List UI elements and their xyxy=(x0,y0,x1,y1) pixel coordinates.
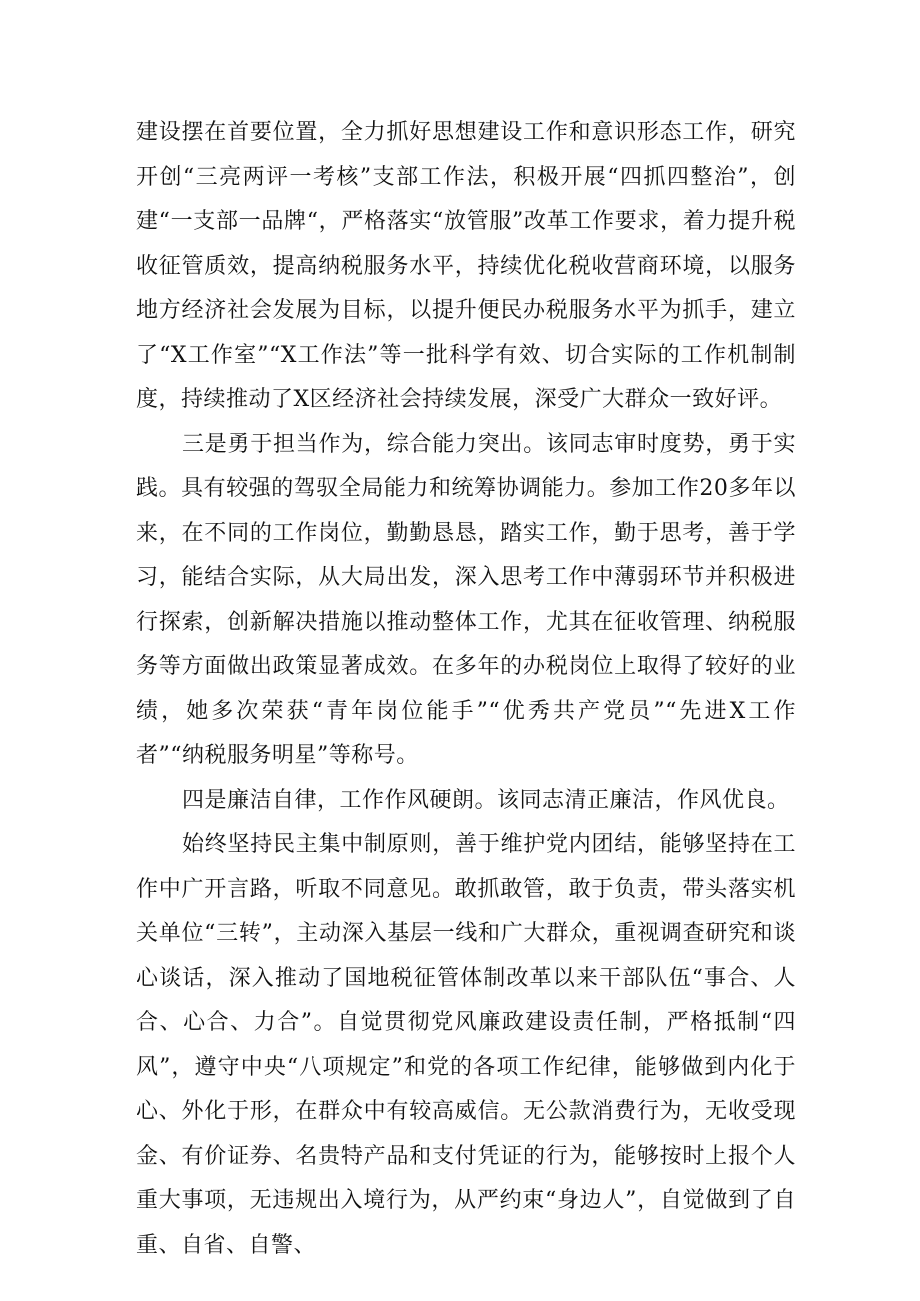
paragraph-continuation: 建设摆在首要位置，全力抓好思想建设工作和意识形态工作，研究开创“三亮两评一考核”支部工作法，积极开展“四抓四整治”，创建“一支部一品牌“，严格落实“放管服”改革工作要求，着力提升税收征管质效，提高纳税服务水平，持续优化税收营商环境，以服务地方经济社会发展为目标，以提升便民办税服务水平为抓手，建立了“X工作室”“X工作法”等一批科学有效、切合实际的工作机制制度，持续推动了X区经济社会持续发展，深受广大群众一致好评。 xyxy=(136,120,796,412)
document-body xyxy=(136,111,796,1268)
paragraph-section-three: 三是勇于担当作为，综合能力突出。该同志审时度势，勇于实践。具有较强的驾驭全局能力和统筹协调能力。参加工作20多年以来，在不同的工作岗位，勤勤恳恳，踏实工作，勤于思考，善于学习，能结合实际，从大局出发，深入思考工作中薄弱环节并积极进行探索，创新解决措施以推动整体工作，尤其在征收管理、纳税服务等方面做出政策显著成效。在多年的办税岗位上取得了较好的业绩，她多次荣获“青年岗位能手”“优秀共产党员”“先进X工作者”“纳税服务明星”等称号。 xyxy=(136,431,796,768)
paragraph-section-four: 四是廉洁自律，工作作风硬朗。该同志清正廉洁，作风优良。 xyxy=(182,787,790,813)
paragraph-section-four-detail: 始终坚持民主集中制原则，善于维护党内团结，能够坚持在工作中广开言路，听取不同意见。敢抓敢管，敢于负责，带头落实机关单位“三转”，主动深入基层一线和广大群众，重视调查研究和谈心谈话，深入推动了国地税征管体制改革以来干部队伍“事合、人合、心合、力合”。自觉贯彻党风廉政建设责任制，严格抵制“四风”，遵守中央“八项规定”和党的各项工作纪律，能够做到内化于心、外化于形，在群众中有较高威信。无公款消费行为，无收受现金、有价证券、名贵特产品和支付凭证的行为，能够按时上报个人重大事项，无违规出入境行为，从严约束“身边人”，自觉做到了自重、自省、自警、 xyxy=(136,832,796,1258)
